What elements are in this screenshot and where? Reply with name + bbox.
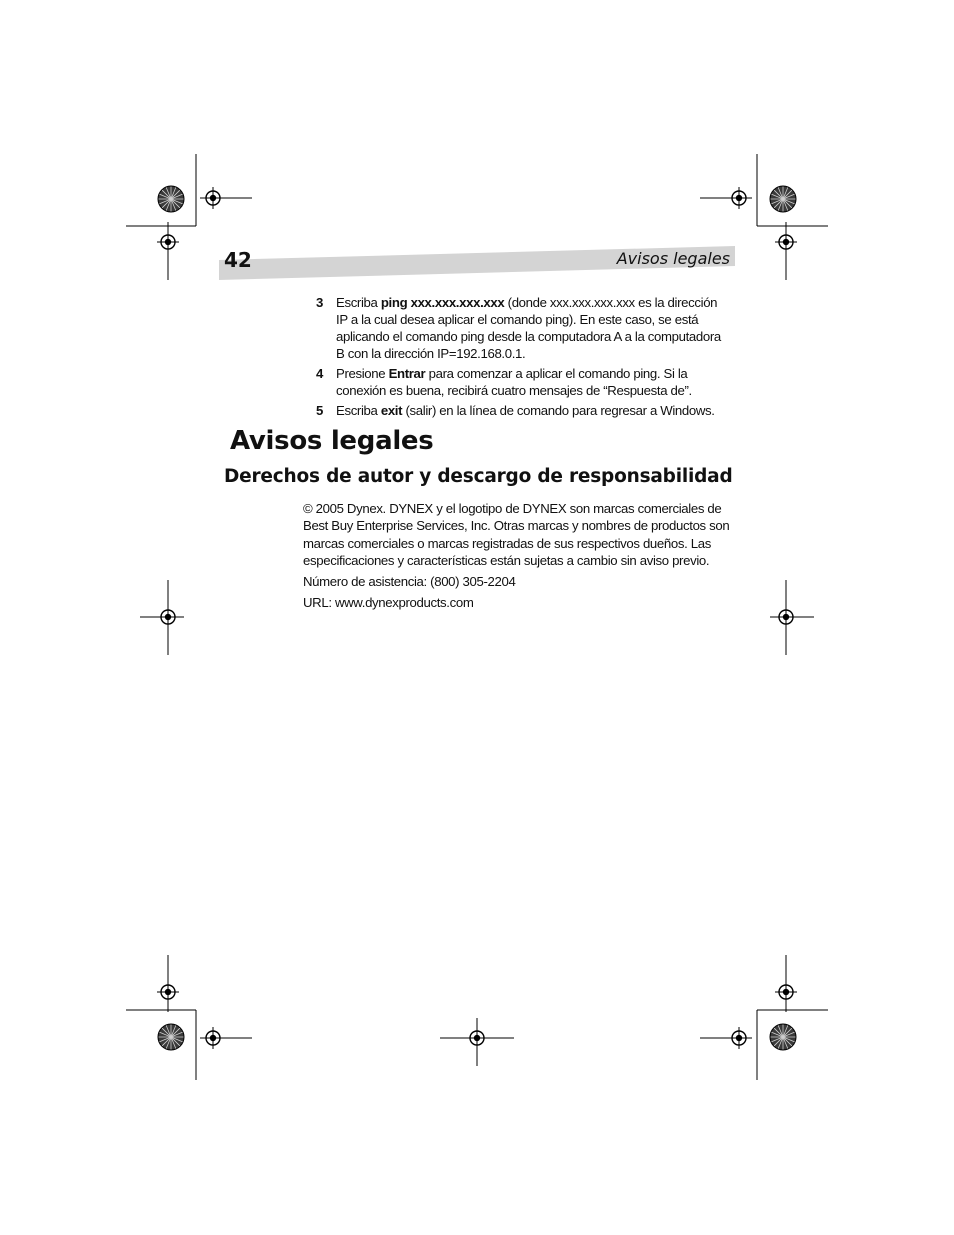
step-item [316,294,730,362]
registration-mark-icon [202,1027,224,1049]
step-number: 4 [316,366,323,381]
step-number: 5 [316,403,323,418]
step-text [336,365,730,399]
step-command: exit [380,403,403,418]
step-text-run: Escriba [336,403,381,418]
subsection-title: Derechos de autor y descargo de responsabilidad [224,466,733,487]
step-text-run: (donde xxx.xxx.xxx.xxx es la dirección IP a la cual desea aplicar el comando ping). En este caso, se está aplicando el comando ping desde la computadora A a la computadora B con la dirección IP=192.168.0.1. [336,295,721,361]
step-number: 3 [316,295,323,310]
step-list [316,294,730,422]
crop-mark-bottom-right [700,955,828,1080]
step-text-run: Escriba [336,295,381,310]
registration-mark-icon [202,187,224,209]
section-title: Avisos legales [230,426,434,456]
page-number: 42 [224,248,252,272]
registration-mark-icon [728,187,750,209]
step-item [316,365,730,399]
color-bar-star-icon [158,186,184,212]
registration-mark-icon [775,231,797,253]
step-text-run: Presione [336,366,389,381]
website-url: URL: www.dynexproducts.com [303,595,474,611]
color-bar-star-icon [770,1024,796,1050]
crop-mark-bottom-left [126,955,252,1080]
registration-mark-icon [775,606,797,628]
body-text [303,500,731,616]
registration-mark-icon [157,606,179,628]
support-number: Número de asistencia: (800) 305-2204 [303,574,516,590]
registration-mark-icon [466,1027,488,1049]
step-text-run: (salir) en la línea de comando para regresar a Windows. [402,403,715,418]
step-command: ping xxx.xxx.xxx.xxx [380,295,505,310]
registration-mark-icon [728,1027,750,1049]
step-text-run: para comenzar a aplicar el comando ping. Si la conexión es buena, recibirá cuatro mensajes de “Respuesta de”. [336,366,692,398]
step-text [336,294,730,362]
running-head: Avisos legales [616,249,730,268]
step-text [336,402,730,419]
color-bar-star-icon [770,186,796,212]
step-command: Entrar [388,366,426,381]
registration-mark-icon [157,981,179,1003]
registration-mark-icon [157,231,179,253]
registration-mark-icon [775,981,797,1003]
step-item [316,402,730,419]
copyright-paragraph: © 2005 Dynex. DYNEX y el logotipo de DYNEX son marcas comerciales de Best Buy Enterprise Services, Inc. Otras marcas y nombres de productos son marcas comerciales o marcas registradas de sus respectivos dueños. Las especificaciones y características están sujetas a cambio sin aviso previo. [303,501,730,568]
color-bar-star-icon [158,1024,184,1050]
